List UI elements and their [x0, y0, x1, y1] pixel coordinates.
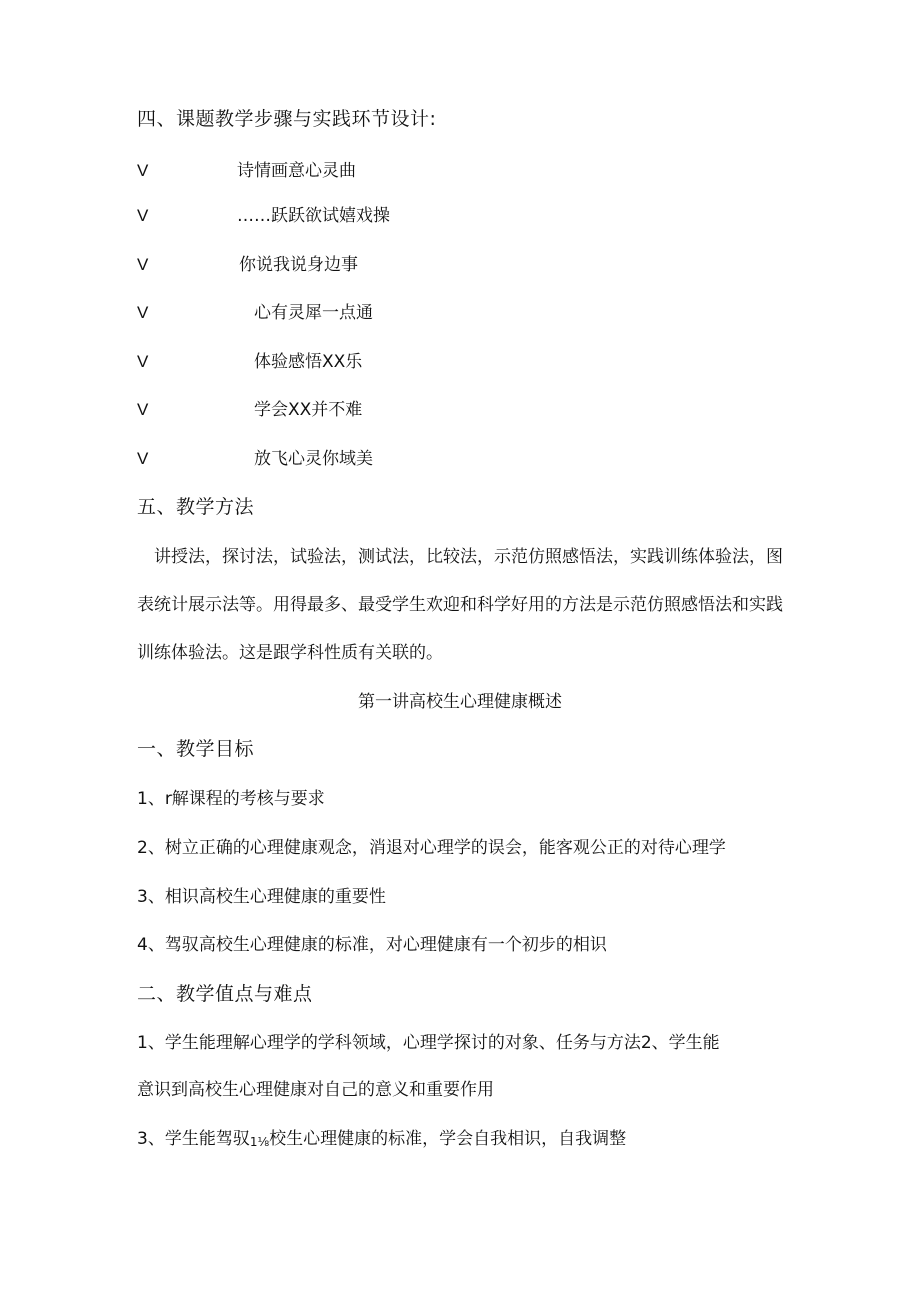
lecture-title: 第一讲高校生心理健康概述: [358, 692, 562, 712]
bullet-mark: V: [137, 303, 149, 322]
list-item: 你说我说身边事: [239, 255, 358, 275]
methods-paragraph: 讲授法，探讨法，试验法，测试法，比较法，示范仿照感悟法，实践训练体验法，图表统计展示法等。用得最多、最受学生欢迎和科学好用的方法是示范仿照感悟法和实践训练体验法。这是跟学科性质有关联的。: [137, 547, 783, 663]
bullet-mark: V: [137, 352, 149, 371]
goal-item: 3、相识高校生心理健康的重要性: [137, 887, 386, 907]
section-heading-teaching-methods: 五、教学方法: [137, 496, 255, 518]
section-heading-teaching-goals: 一、教学目标: [137, 738, 255, 760]
goal-item: 1、r解课程的考核与要求: [137, 789, 325, 809]
goal-item: 2、树立正确的心理健康观念，消退对心理学的误会，能客观公正的对待心理学: [137, 838, 726, 858]
goal-item: 4、驾驭高校生心理健康的标准，对心理健康有一个初步的相识: [137, 935, 607, 955]
list-item: 诗情画意心灵曲: [237, 161, 356, 181]
list-item: ……跃跃欲试嬉戏操: [237, 206, 390, 226]
garbled-glyph: 1⅛: [249, 1135, 270, 1149]
keypoint-text: 校生心理健康的标准，学会自我相识，自我调整: [269, 1129, 627, 1149]
list-item: 放飞心灵你域美: [254, 449, 373, 469]
bullet-mark: V: [137, 400, 149, 419]
keypoint-text: 3、学生能驾驭: [137, 1129, 250, 1149]
bullet-mark: V: [137, 449, 149, 468]
list-item: 学会XX并不难: [254, 400, 363, 420]
section-heading-teaching-steps: 四、课题教学步骤与实践环节设计:: [137, 108, 437, 130]
bullet-mark: V: [137, 206, 149, 225]
keypoint-item: [137, 1128, 626, 1153]
list-item: 心有灵犀一点通: [254, 303, 373, 323]
keypoint-item: 1、学生能理解心理学的学科领域，心理学探讨的对象、任务与方法2、学生能: [137, 1033, 720, 1053]
bullet-mark: V: [137, 255, 149, 274]
section-heading-key-points: 二、教学值点与难点: [137, 983, 313, 1005]
list-item: 体验感悟XX乐: [254, 352, 363, 372]
keypoint-item-continuation: 意识到高校生心理健康对自己的意义和重要作用: [137, 1080, 494, 1100]
bullet-mark: V: [137, 161, 149, 180]
